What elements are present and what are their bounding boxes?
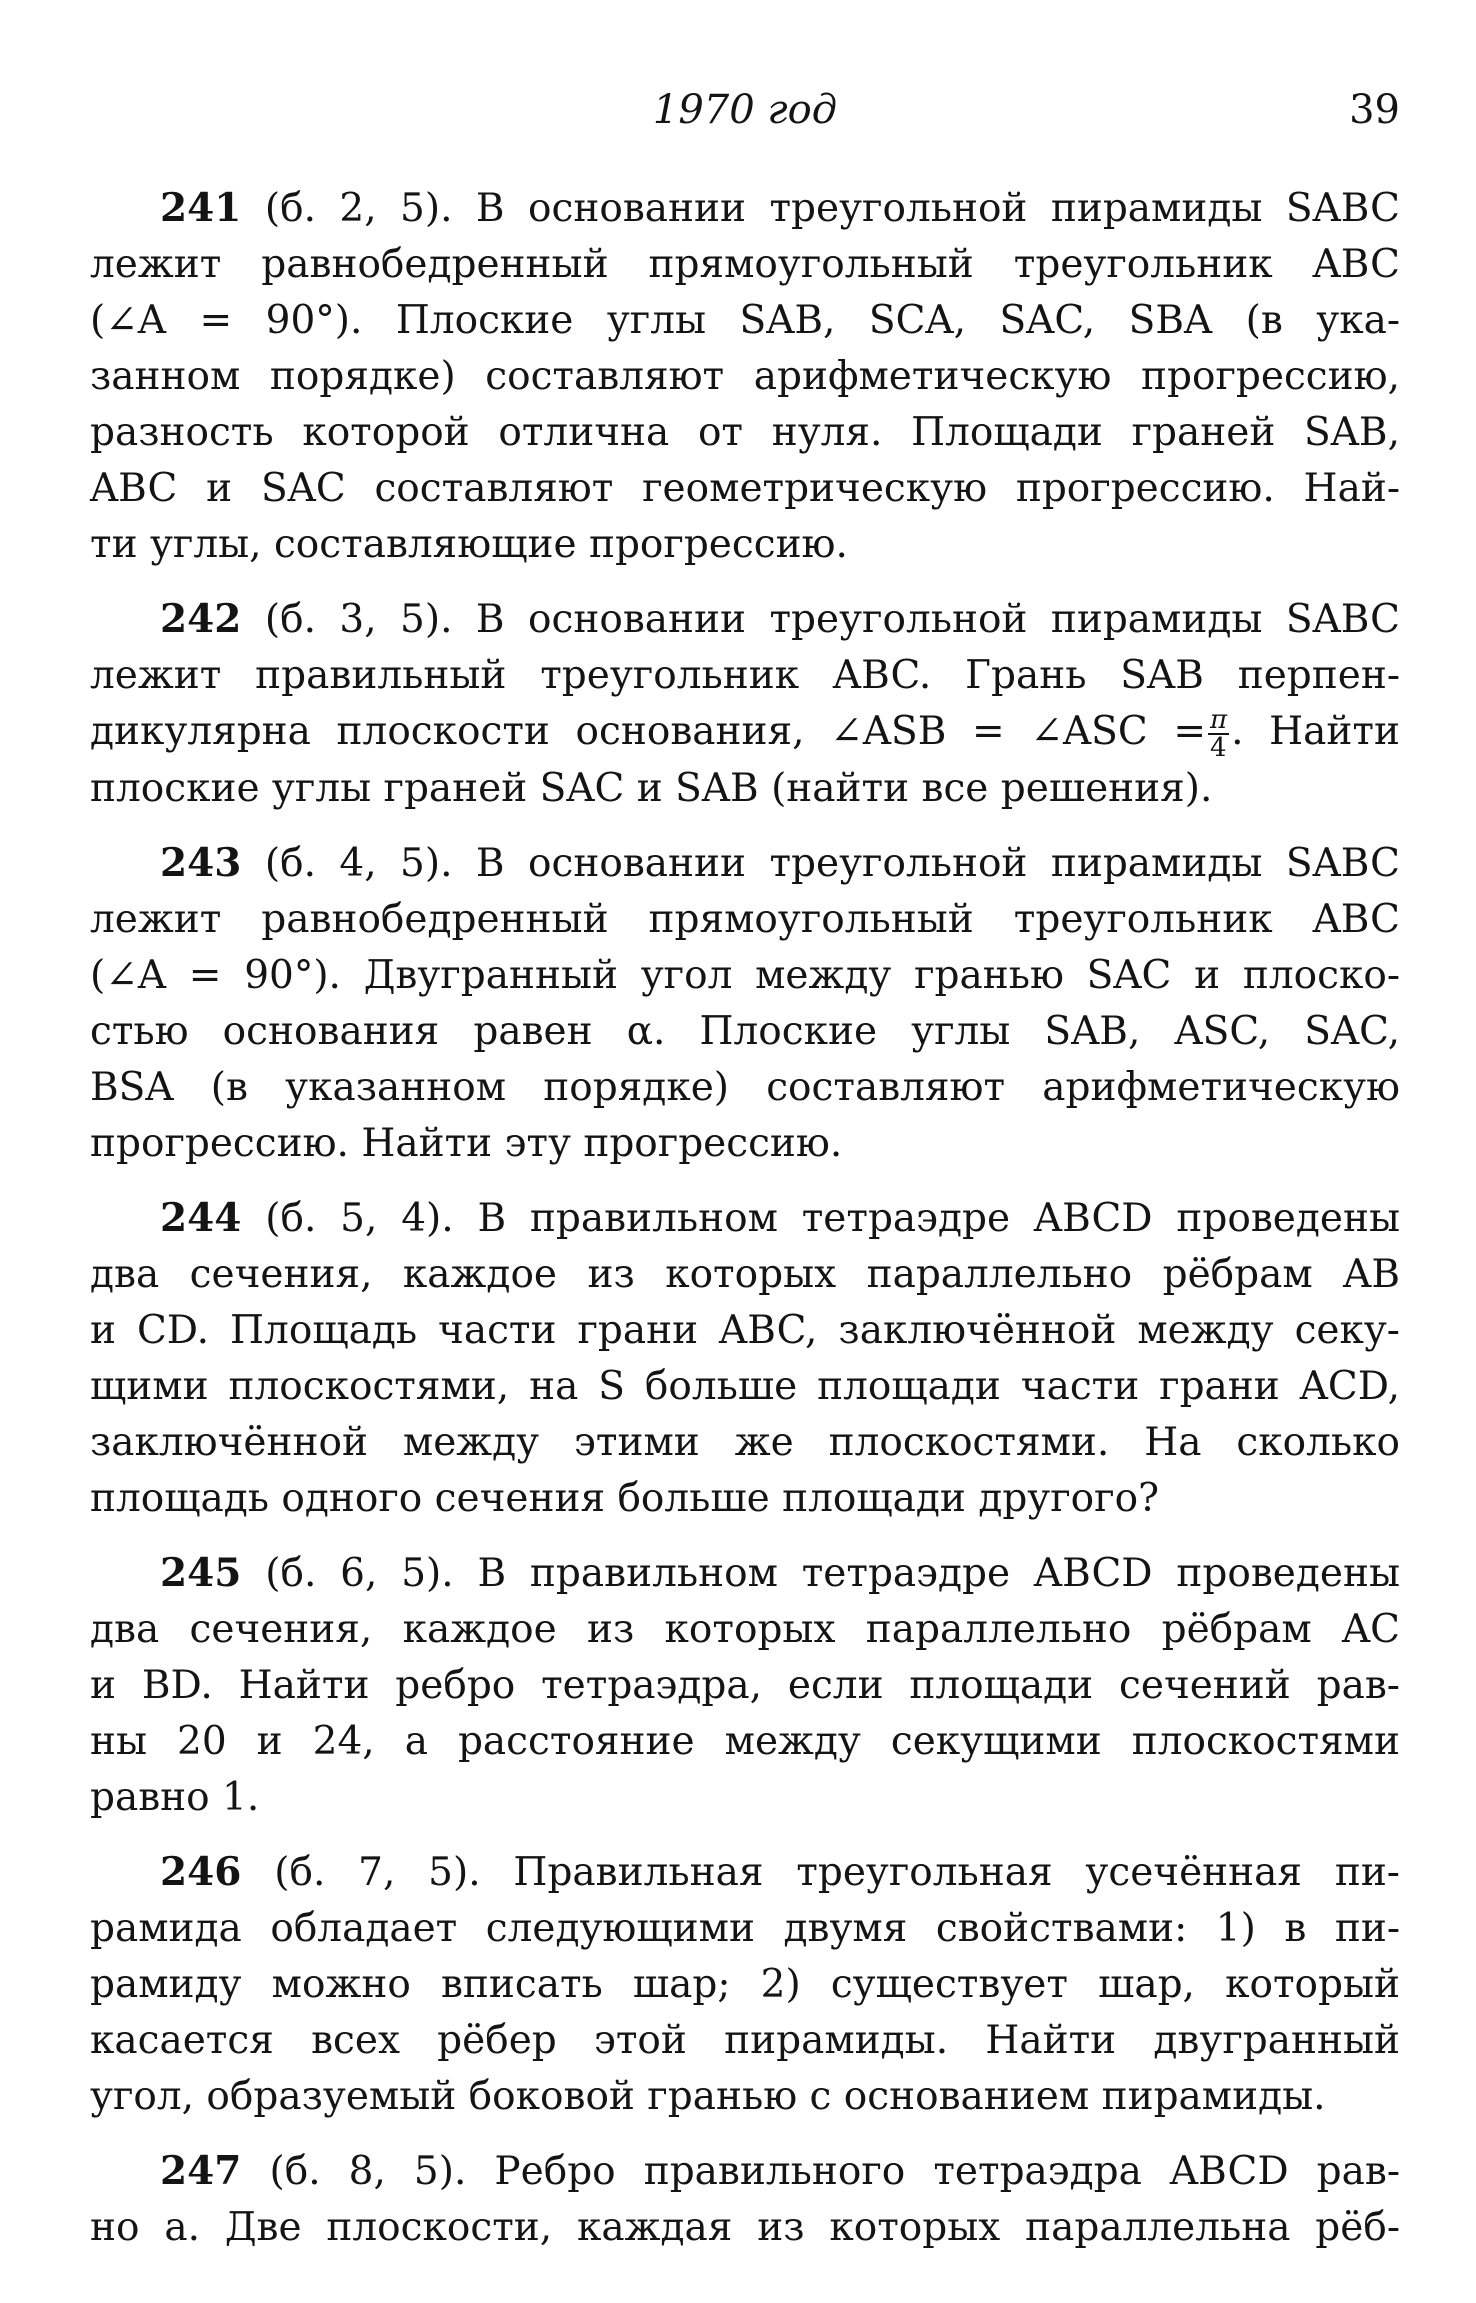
page-body [90,180,1400,2274]
text-line: заключённой между этими же плоскостями. На сколько [90,1420,1400,1465]
text-line: плоские углы граней SAC и SAB (найти все решения). [90,766,1213,811]
text-line: (б. 4, 5). В основании треугольной пирамиды SABC [264,841,1400,886]
text-line: дикулярна плоскости основания, ∠ASB = ∠ASC = [90,709,1207,754]
text-line: два сечения, каждое из которых параллельно рёбрам AB [90,1252,1400,1297]
text-line: щими плоскостями, на S больше площади части грани ACD, [90,1364,1400,1409]
problem-242 [90,591,1400,817]
text-line: прогрессию. Найти эту прогрессию. [90,1121,843,1166]
text-line: ABC и SAC составляют геометрическую прогрессию. Най- [90,466,1400,511]
problem-number: 244 [160,1195,242,1241]
problem-number: 242 [160,596,242,642]
fraction-numerator: π [1210,705,1228,735]
running-title: 1970 год [652,87,838,133]
problem-247 [90,2143,1400,2256]
text-line: лежит равнобедренный прямоугольный треугольник ABC [90,897,1400,942]
text-line: но a. Две плоскости, каждая из которых параллельна рёб- [90,2205,1400,2250]
text-line: площадь одного сечения больше площади другого? [90,1476,1159,1521]
text-line: касается всех рёбер этой пирамиды. Найти двугранный [90,2018,1400,2063]
pi-over-four-fraction [1208,707,1229,761]
text-line: рамида обладает следующими двумя свойствами: 1) в пи- [90,1906,1400,1951]
text-line: (∠A = 90°). Двугранный угол между гранью SAC и плоско- [90,953,1400,998]
text-line: (б. 3, 5). В основании треугольной пирамиды SABC [264,597,1400,642]
text-line: лежит правильный треугольник ABC. Грань SAB перпен- [90,653,1400,698]
text-line: угол, образуемый боковой гранью с основанием пирамиды. [90,2074,1326,2119]
text-line: (б. 6, 5). В правильном тетраэдре ABCD проведены [265,1551,1400,1596]
text-line: и CD. Площадь части грани ABC, заключённой между секу- [90,1308,1400,1353]
problem-241 [90,180,1400,573]
text-line: два сечения, каждое из которых параллельно рёбрам AC [90,1607,1400,1652]
fraction-denominator: 4 [1210,733,1227,763]
text-line: занном порядке) составляют арифметическую прогрессию, [90,354,1400,399]
text-line: ны 20 и 24, а расстояние между секущими плоскостями [90,1719,1400,1764]
page-number: 39 [1349,87,1400,133]
text-line: рамиду можно вписать шар; 2) существует шар, который [90,1962,1400,2007]
problem-number: 245 [160,1550,242,1596]
text-line: ти углы, составляющие прогрессию. [90,522,848,567]
text-line: равно 1. [90,1775,260,1820]
problem-number: 246 [160,1849,242,1895]
text-line: стью основания равен α. Плоские углы SAB, ASC, SAC, [90,1009,1400,1054]
text-line: (б. 7, 5). Правильная треугольная усечённая пи- [274,1850,1400,1895]
text-line: (б. 5, 4). В правильном тетраэдре ABCD проведены [265,1196,1400,1241]
text-line: (б. 2, 5). В основании треугольной пирамиды SABC [264,186,1400,231]
problem-245 [90,1545,1400,1826]
problem-243 [90,835,1400,1172]
problem-number: 243 [160,840,242,886]
text-line: лежит равнобедренный прямоугольный треугольник ABC [90,242,1400,287]
page-header [90,80,1400,140]
problem-246 [90,1844,1400,2125]
text-line: (б. 8, 5). Ребро правильного тетраэдра ABCD рав- [269,2149,1400,2194]
text-fragment: . Найти [1231,709,1400,754]
text-line: BSA (в указанном порядке) составляют арифметическую [90,1065,1400,1110]
problem-number: 241 [160,185,242,231]
text-line: разность которой отлична от нуля. Площади граней SAB, [90,410,1400,455]
text-line: (∠A = 90°). Плоские углы SAB, SCA, SAC, SBA (в ука- [90,298,1400,343]
problem-number: 247 [160,2148,242,2194]
text-line: и BD. Найти ребро тетраэдра, если площади сечений рав- [90,1663,1400,1708]
problem-244 [90,1190,1400,1527]
